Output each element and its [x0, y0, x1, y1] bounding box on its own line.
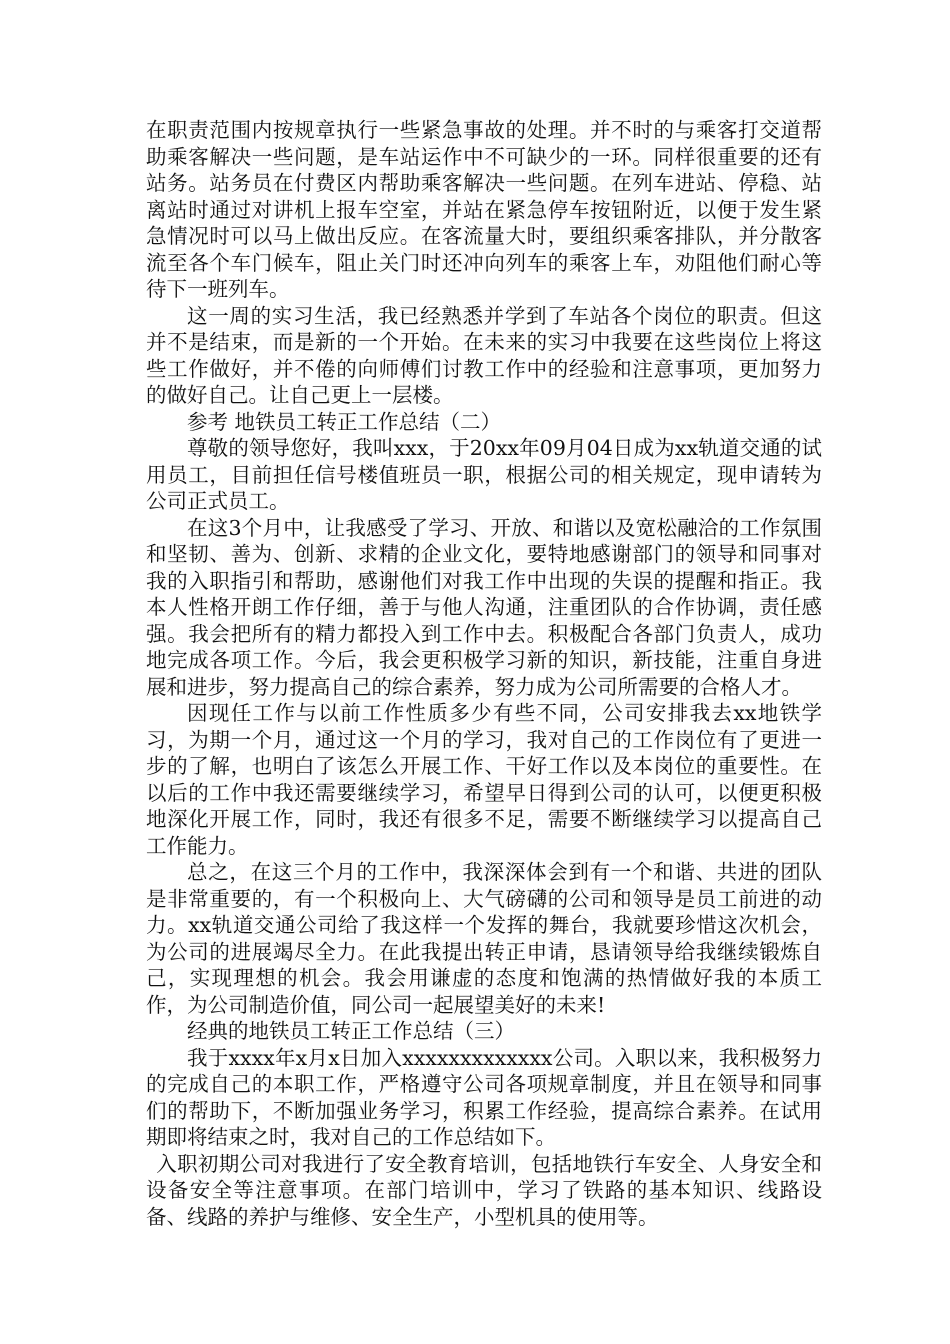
paragraph-duty-handling: 在职责范围内按规章执行一些紧急事故的处理。并不时的与乘客打交道帮助乘客解决一些问题，是车站运作中不可缺少的一环。同样很重要的还有站务。站务员在付费区内帮助乘客解决一些问题。在列车进站、停稳、站离站时通过对讲机上报车空室，并站在紧急停车按钮附近，以便于发生紧急情况时可以马上做出反应。在客流量大时，要组织乘客排队，并分散客流至各个车门候车，阻止关门时还冲向列车的乘客上车，劝阻他们耐心等待下一班列车。	[146, 118, 822, 301]
section-heading-two: 参考 地铁员工转正工作总结（二）	[187, 409, 502, 434]
paragraph-conclusion: 总之，在这三个月的工作中，我深深体会到有一个和谐、共进的团队是非常重要的，有一个积极向上、大气磅礴的公司和领导是员工前进的动力。xx轨道交通公司给了我这样一个发挥的舞台，我就要珍惜这次机会，为公司的进展竭尽全力。在此我提出转正申请，恳请领导给我继续锻炼自己，实现理想的机会。我会用谦虚的态度和饱满的热情做好我的本质工作，为公司制造价值，同公司一起展望美好的未来!	[146, 860, 822, 1017]
paragraph-joined: 我于xxxx年x月x日加入xxxxxxxxxxxxx公司。入职以来，我积极努力的完成自己的本职工作，严格遵守公司各项规章制度，并且在领导和同事们的帮助下，不断加强业务学习，积累工作经验，提高综合素养。在试用期即将结束之时，我对自己的工作总结如下。	[146, 1045, 822, 1149]
document-page	[146, 117, 822, 1230]
paragraph-greeting: 尊敬的领导您好，我叫xxx，于20xx年09月04日成为xx轨道交通的试用员工，目前担任信号楼值班员一职，根据公司的相关规定，现申请转为公司正式员工。	[146, 436, 822, 513]
paragraph-training: 因现任工作与以前工作性质多少有些不同，公司安排我去xx地铁学习，为期一个月，通过这一个月的学习，我对自己的工作岗位有了更进一步的了解，也明白了该怎么开展工作、干好工作以及本岗位的重要性。在以后的工作中我还需要继续学习，希望早日得到公司的认可，以便更积极地深化开展工作，同时，我还有很多不足，需要不断继续学习以提高自己工作能力。	[146, 701, 822, 858]
paragraph-safety-training: 入职初期公司对我进行了安全教育培训，包括地铁行车安全、人身安全和设备安全等注意事项。在部门培训中，学习了铁路的基本知识、线路设备、线路的养护与维修、安全生产，小型机具的使用等。	[146, 1151, 822, 1229]
paragraph-three-months: 在这3个月中，让我感受了学习、开放、和谐以及宽松融洽的工作氛围和坚韧、善为、创新、求精的企业文化，要特地感谢部门的领导和同事对我的入职指引和帮助，感谢他们对我工作中出现的失误的提醒和指正。我本人性格开朗工作仔细，善于与他人沟通，注重团队的合作协调，责任感强。我会把所有的精力都投入到工作中去。积极配合各部门负责人，成功地完成各项工作。今后，我会更积极学习新的知识，新技能，注重自身进展和进步，努力提高自己的综合素养，努力成为公司所需要的合格人才。	[146, 515, 822, 699]
paragraph-week-summary: 这一周的实习生活，我已经熟悉并学到了车站各个岗位的职责。但这并不是结束，而是新的一个开始。在未来的实习中我要在这些岗位上将这些工作做好，并不倦的向师傅们讨教工作中的经验和注意事项，更加努力的做好自己。让自己更上一层楼。	[146, 303, 822, 407]
section-heading-three: 经典的地铁员工转正工作总结（三）	[187, 1019, 515, 1043]
